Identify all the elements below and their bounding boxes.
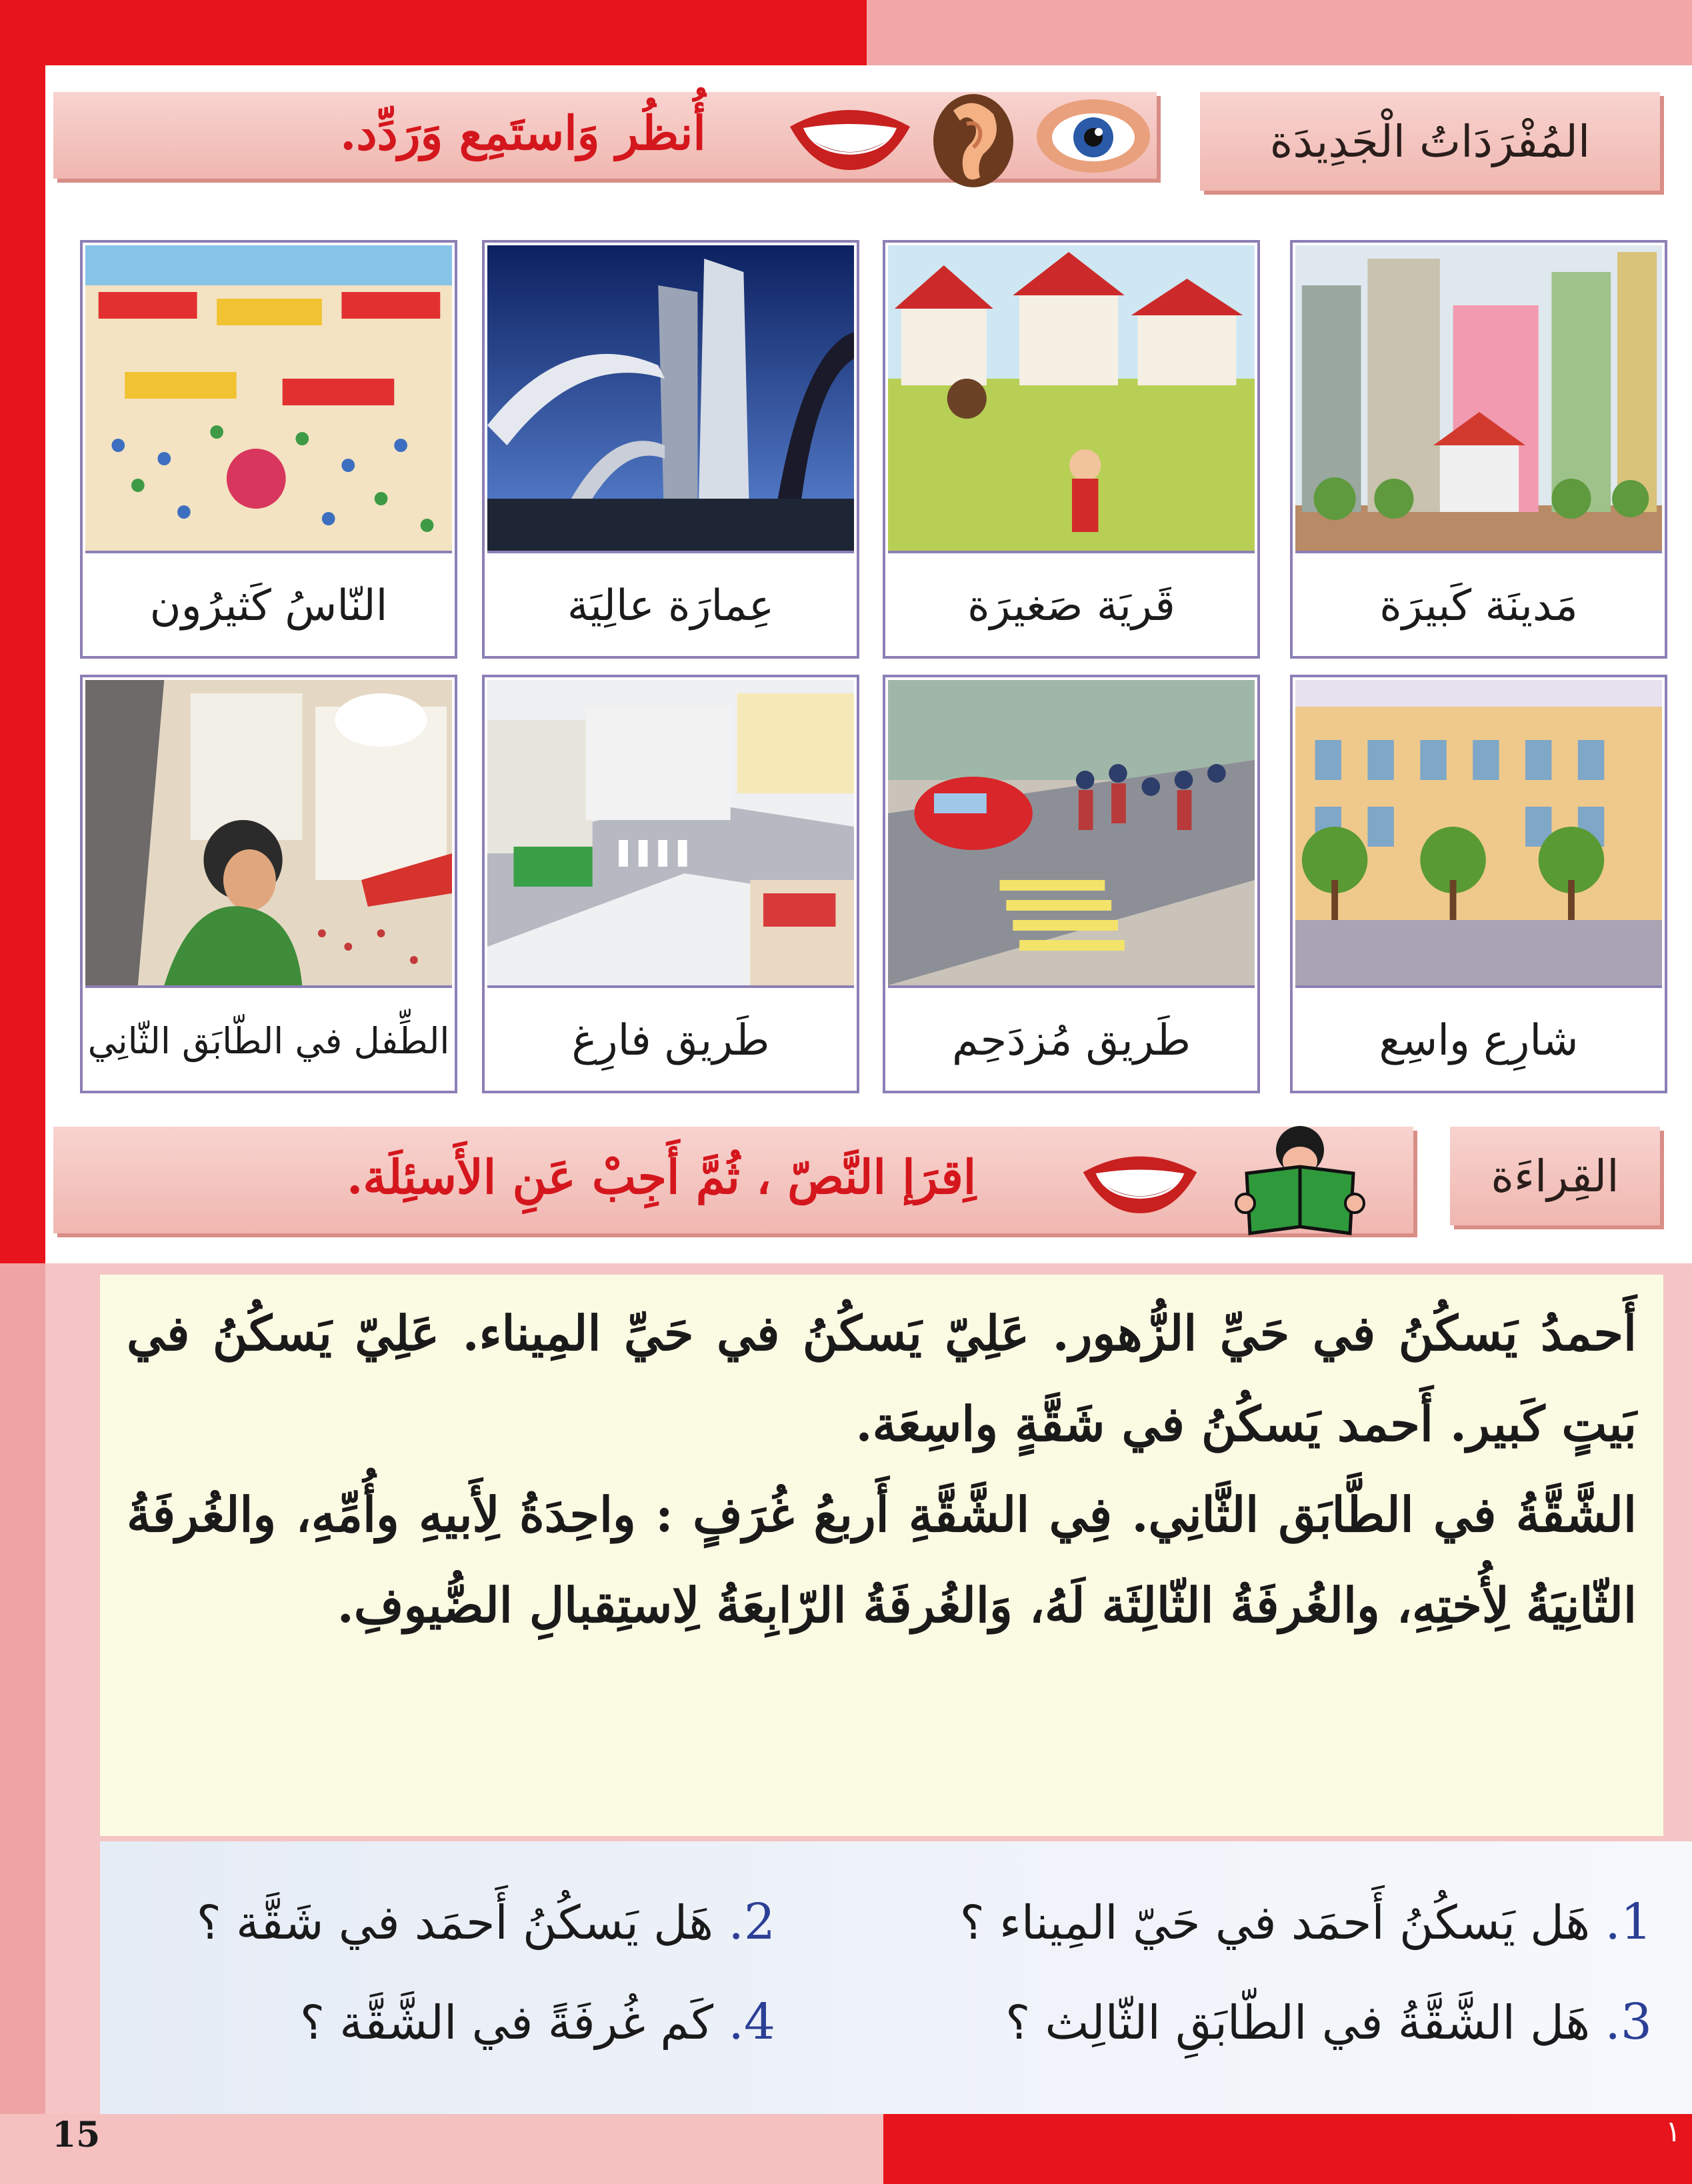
vocab-instruction: أُنظُر وَاستَمِع وَرَدِّد. <box>340 105 706 161</box>
eye-icon <box>1033 96 1153 176</box>
page-number-arabic: ١ <box>1665 2115 1681 2149</box>
village-illustration <box>888 245 1255 553</box>
question-1 <box>960 1893 1652 1951</box>
vocab-caption: طَريق مُزدَحِم <box>951 1016 1191 1065</box>
busy-road-illustration <box>888 680 1255 988</box>
empty-road-illustration <box>487 680 854 988</box>
ear-icon <box>927 91 1020 191</box>
question-text: هَل يَسكُنُ أَحمَد في حَيّ المِيناء ؟ <box>959 1895 1591 1950</box>
crowded-market-illustration <box>85 245 452 553</box>
vocab-caption: قَريَة صَغيرَة <box>967 581 1175 631</box>
wide-street-illustration <box>1295 680 1662 988</box>
vocab-caption: مَدينَة كَبيرَة <box>1379 581 1578 631</box>
question-2 <box>197 1893 775 1951</box>
city-illustration <box>1295 245 1662 553</box>
vocab-card-crowd <box>80 240 457 659</box>
top-pink-band <box>867 0 1692 65</box>
reading-passage-box <box>100 1275 1663 1836</box>
reading-paragraph: الشَّقَّةُ في الطَّابَق الثَّانِي. فِي الشَّقَّةِ أَربعُ غُرَفٍ : واحِدَةُ لِأَبيهِ وأُمِّهِ، والغُرفَةُ الثّانِيَةُ لِأُختِهِ، والغُرفَةُ الثّالِثَة لَهُ، وَالغُرفَةُ الرّابِعَةُ لِاستِقبالِ الضُّيوفِ. <box>127 1486 1637 1633</box>
left-red-bar <box>0 0 45 1263</box>
question-3 <box>1005 1993 1652 2051</box>
vocab-card-wide-street <box>1290 675 1667 1093</box>
vocab-card-village <box>883 240 1260 659</box>
reading-paragraph: أَحمدُ يَسكُنُ في حَيِّ الزُّهور. عَلِيّ يَسكُنُ في حَيِّ المِيناء. عَلِيّ يَسكُنُ في بَيتٍ كَبير. أَحمد يَسكُنُ في شَقَّةٍ واسِعَة. <box>127 1305 1637 1452</box>
questions-box <box>100 1841 1692 2114</box>
page-number: 15 <box>52 2115 101 2155</box>
question-text: هَل الشَّقَّةُ في الطّابَقِ الثّالِث ؟ <box>1005 1995 1591 2050</box>
question-text: هَل يَسكُنُ أَحمَد في شَقَّة ؟ <box>196 1895 714 1950</box>
vocab-card-tall-building <box>482 240 859 659</box>
reading-section-header <box>1450 1127 1660 1225</box>
reading-instruction-band <box>53 1127 1413 1233</box>
question-number: 3. <box>1605 1993 1652 2051</box>
vocab-card-child-second-floor <box>80 675 457 1093</box>
mouth-icon <box>787 100 913 173</box>
child-on-second-floor-illustration <box>85 680 452 988</box>
question-number: 4. <box>728 1993 775 2051</box>
vocab-title: المُفْرَدَاتُ الْجَدِيدَة <box>1269 115 1591 167</box>
vocab-card-busy-road <box>883 675 1260 1093</box>
vocab-card-empty-road <box>482 675 859 1093</box>
question-4 <box>300 1993 775 2051</box>
bottom-pink-band <box>0 2114 883 2184</box>
vocab-caption: عِمارَة عالِيَة <box>567 581 775 631</box>
bottom-red-band <box>883 2114 1692 2184</box>
vocab-caption: الطِّفل في الطّابَق الثّانِي <box>87 1019 450 1062</box>
question-number: 1. <box>1605 1893 1652 1951</box>
vocab-caption: شارِع واسِع <box>1379 1016 1579 1065</box>
vocab-card-city <box>1290 240 1667 659</box>
question-text: كَم غُرفَةً في الشَّقَّة ؟ <box>299 1995 714 2050</box>
reading-boy-icon <box>1233 1120 1367 1240</box>
tall-building-photo <box>487 245 854 553</box>
vocab-caption: طَريق فارِغ <box>571 1016 770 1065</box>
reading-passage <box>127 1288 1637 1651</box>
vocab-section-header <box>1200 92 1660 191</box>
reading-title: القِراءَة <box>1491 1150 1619 1202</box>
reading-instruction: اِقرَإ النَّصّ ، ثُمَّ أَجِبْ عَنِ الأَسئِلَة. <box>347 1149 977 1205</box>
mouth-icon <box>1080 1147 1200 1217</box>
left-pink-bar <box>0 1263 45 2184</box>
vocab-caption: النّاسُ كَثيرُون <box>149 581 388 631</box>
question-number: 2. <box>728 1893 775 1951</box>
vocab-instruction-band <box>53 92 1157 179</box>
top-red-band <box>0 0 867 65</box>
